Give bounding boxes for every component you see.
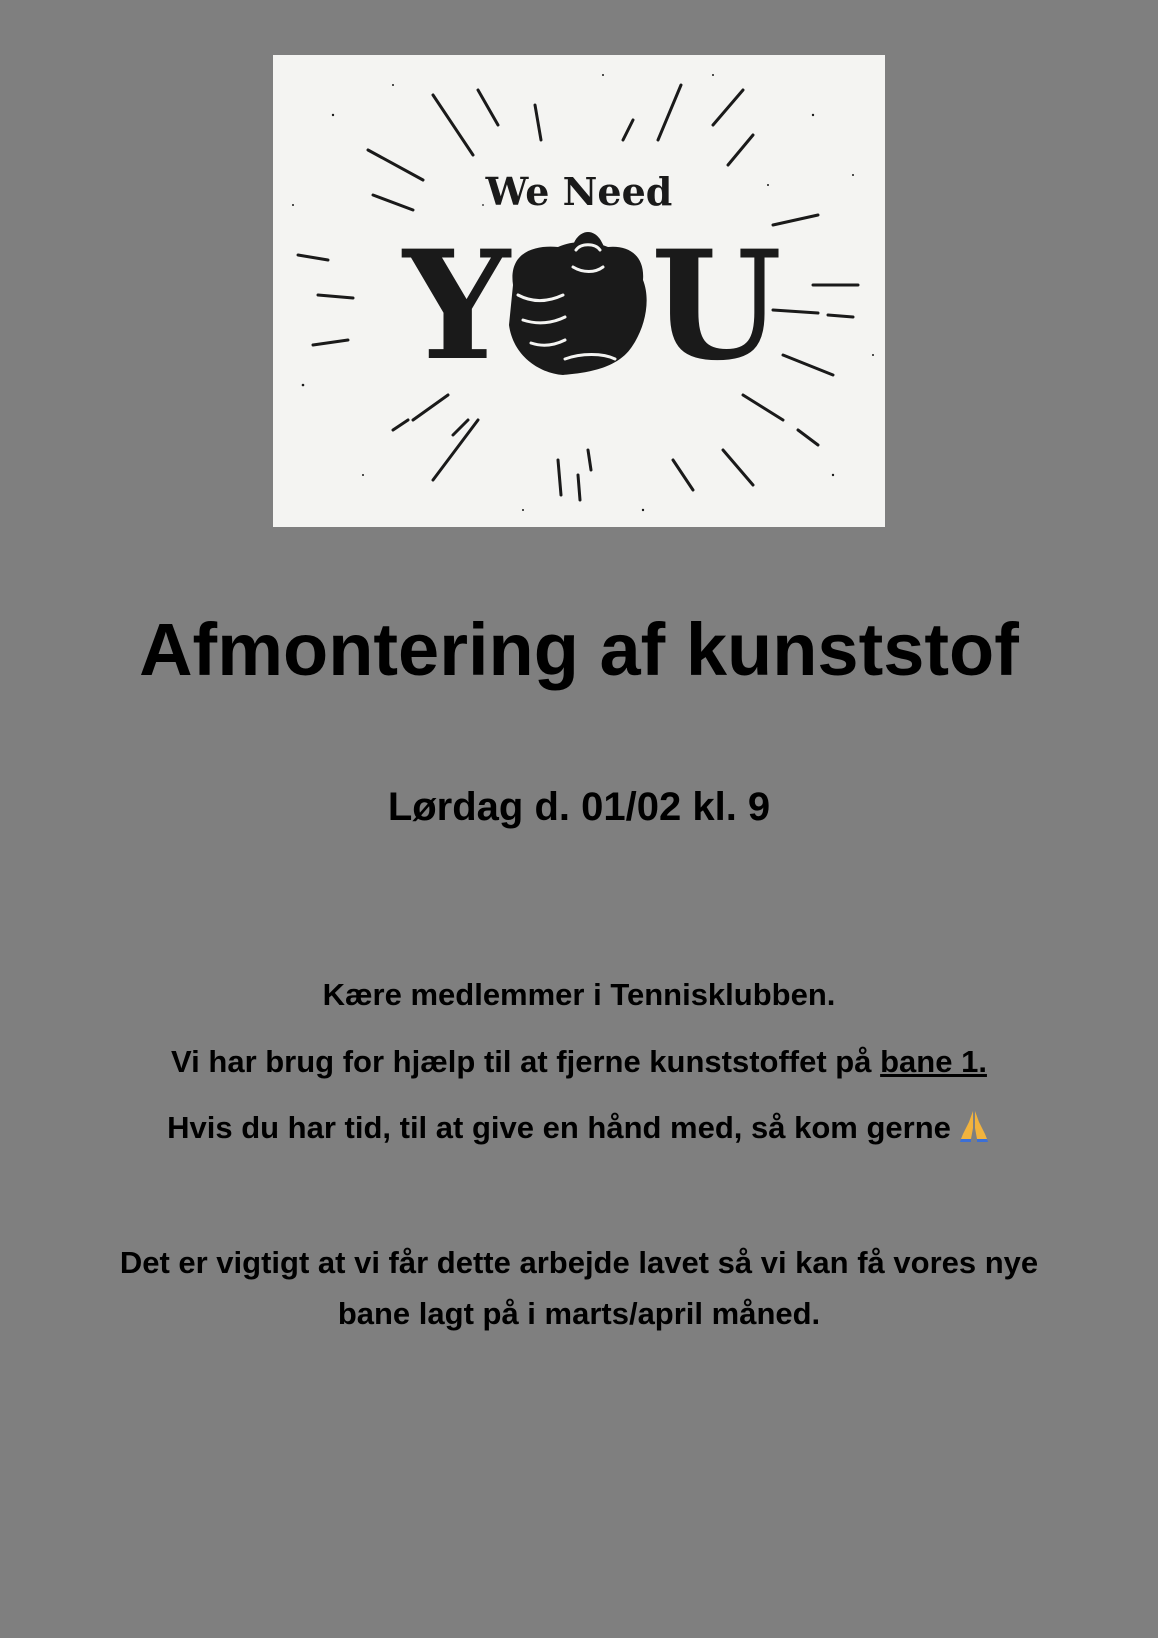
important-text-line-2: bane lagt på i marts/april måned. (337, 1296, 821, 1331)
sunburst-lines (273, 55, 885, 527)
important-text-line-1: Det er vigtigt at vi får dette arbejde lavet så vi kan få vores nye (119, 1245, 1039, 1280)
poster-letter-u: U (651, 218, 782, 394)
help-request-prefix: Vi har brug for hjælp til at fjerne kunststoffet på (171, 1044, 881, 1079)
praying-hands-icon (957, 1108, 991, 1142)
court-reference: bane 1. (880, 1044, 987, 1079)
invite-sentence: Hvis du har tid, til at give en hånd med, så kom gerne (167, 1110, 951, 1145)
pointing-fist-icon (509, 232, 647, 375)
poster-we-need-text: We Need (485, 169, 673, 214)
page-title: Afmontering af kunststof (139, 608, 1019, 691)
event-date: Lørdag d. 01/02 kl. 9 (387, 785, 771, 829)
we-need-you-poster (273, 55, 885, 527)
greeting-text: Kære medlemmer i Tennisklubben. (322, 977, 836, 1012)
help-request-text (0, 1042, 1158, 1082)
poster-letter-y: Y (403, 218, 511, 394)
invite-text (0, 1108, 1158, 1148)
